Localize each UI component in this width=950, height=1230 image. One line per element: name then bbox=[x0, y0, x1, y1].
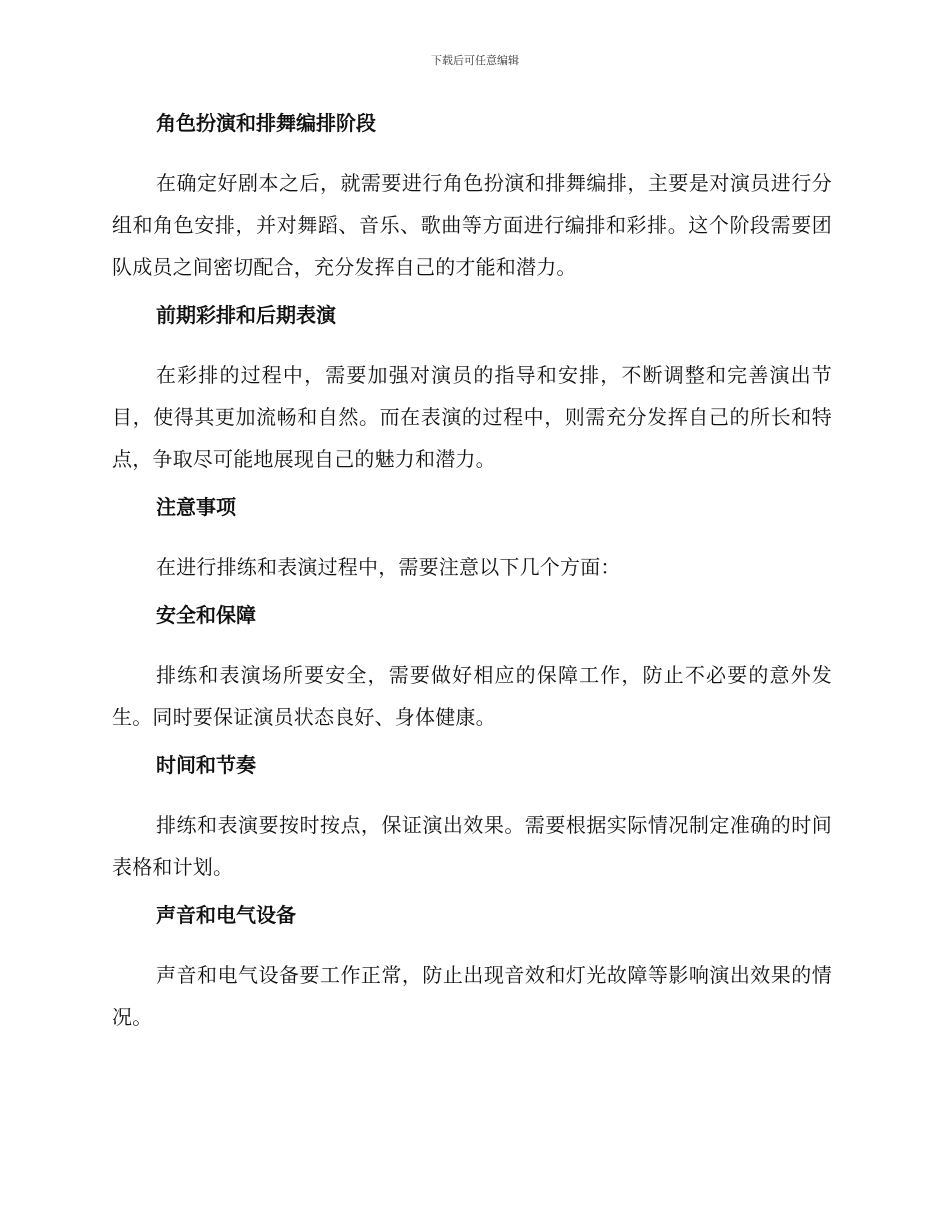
section-notes bbox=[112, 492, 832, 588]
section-paragraph: 在彩排的过程中，需要加强对演员的指导和安排，不断调整和完善演出节目，使得其更加流畅和自然。而在表演的过程中，则需充分发挥自己的所长和特点，争取尽可能地展现自己的魅力和潜力。 bbox=[112, 363, 832, 471]
section-role-and-choreography bbox=[112, 108, 832, 288]
section-time-and-rhythm bbox=[112, 750, 832, 888]
section-sound-and-electrical bbox=[112, 900, 832, 1038]
section-paragraph: 在确定好剧本之后，就需要进行角色扮演和排舞编排，主要是对演员进行分组和角色安排，并对舞蹈、音乐、歌曲等方面进行编排和彩排。这个阶段需要团队成员之间密切配合，充分发挥自己的才能和潜力。 bbox=[112, 171, 832, 279]
section-heading: 角色扮演和排舞编排阶段 bbox=[156, 111, 376, 135]
section-heading: 安全和保障 bbox=[156, 603, 256, 627]
section-rehearsal-and-performance bbox=[112, 300, 832, 480]
section-paragraph: 排练和表演要按时按点，保证演出效果。需要根据实际情况制定准确的时间表格和计划。 bbox=[112, 813, 832, 879]
section-heading: 声音和电气设备 bbox=[156, 903, 296, 927]
section-heading: 前期彩排和后期表演 bbox=[156, 303, 336, 327]
section-heading: 时间和节奏 bbox=[156, 753, 256, 777]
section-paragraph: 声音和电气设备要工作正常，防止出现音效和灯光故障等影响演出效果的情况。 bbox=[112, 963, 832, 1029]
section-safety bbox=[112, 600, 832, 738]
section-paragraph: 排练和表演场所要安全，需要做好相应的保障工作，防止不必要的意外发生。同时要保证演员状态良好、身体健康。 bbox=[112, 663, 832, 729]
section-paragraph: 在进行排练和表演过程中，需要注意以下几个方面： bbox=[156, 555, 621, 579]
page-header: 下载后可任意编辑 bbox=[431, 54, 519, 67]
document-body bbox=[112, 108, 832, 1050]
section-heading: 注意事项 bbox=[156, 495, 236, 519]
